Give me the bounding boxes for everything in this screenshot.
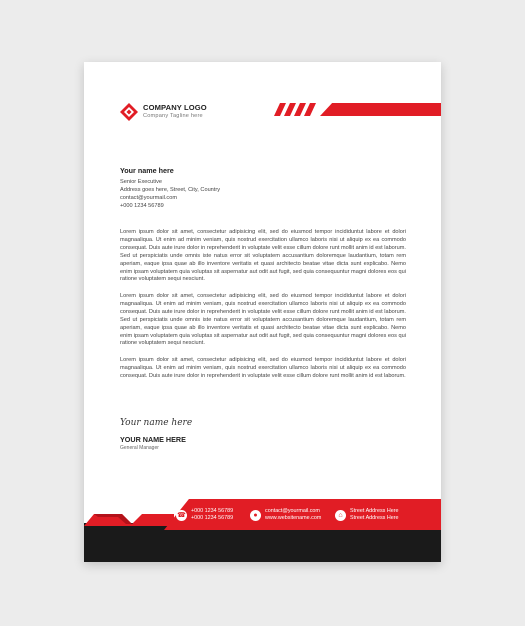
company-name: COMPANY LOGO xyxy=(143,103,207,112)
handwritten-signature: Your name here xyxy=(120,418,193,428)
sender-email: contact@yourmail.com xyxy=(120,195,177,201)
sender-position: Senior Executive xyxy=(120,179,162,185)
footer-phone-group xyxy=(176,508,233,522)
body-paragraph: Lorem ipsum dolor sit amet, consectetur adipisicing elit, sed do eiusmod tempor incididuntut labore et dolori magnaaliqua. Ut enim ad minim veniam, quis nostrud exercitation ullamco laboris nisi ut aliquip ex ea commodo consequat. Duis aute irure dolor in reprehenderit in voluptate velit esse cillum dolore runt mollit anim id est laborum. Sed ut perspiciatis unde omnis iste natus error sit voluptatem accusantium doloremque laudantium, totam rem aperiam, eaque ipsa quae ab illo inventore veritatis et quasi architecto beatae vitae dicta sunt explicabo. Nemo enim ipsam voluptatem quia voluptas sit aspernatur aut odit aut fugit, sed quia consequuntur magni dolores eos qui ratione voluptatem sequi nesciunt. xyxy=(120,293,406,347)
footer-phone-line: +000 1234 56789 xyxy=(191,508,234,514)
footer-red-wave-decoration xyxy=(84,512,174,526)
footer-phone-line: +000 1234 56789 xyxy=(191,515,234,521)
sender-block xyxy=(120,166,220,210)
footer-address-line: Street Address Here xyxy=(350,508,399,514)
sender-phone: +000 1234 56789 xyxy=(120,203,164,209)
home-icon: ⌂ xyxy=(335,510,346,521)
footer-web-group xyxy=(250,508,321,522)
body-paragraph: Lorem ipsum dolor sit amet, consectetur adipisicing elit, sed do eiusmod tempor incididuntut labore et dolori magnaaliqua. Ut enim ad minim veniam, quis nostrud exercitation ullamco laboris nisi ut aliquip ex ea commodo consequat. Duis aute irure dolor in reprehenderit in voluptate velit esse cillum dolore runt mollit anim id est laborum. Sed ut perspiciatis unde omnis iste natus error sit voluptatem accusantium doloremque laudantium, totam rem aperiam, eaque ipsa quae ab illo inventore veritatis et quasi architecto beatae vitae dicta sunt explicabo. Nemo enim ipsam voluptatem quia voluptas sit aspernatur aut odit aut fugit, sed quia consequuntur magni dolores eos qui ratione voluptatem sequi nesciunt. xyxy=(120,229,406,283)
globe-icon: ● xyxy=(250,510,261,521)
diamond-logo-icon xyxy=(120,103,138,121)
phone-icon: ☎ xyxy=(176,510,187,521)
signatory-name: YOUR NAME HERE xyxy=(120,435,186,444)
sender-name: Your name here xyxy=(120,166,174,175)
letterhead-page xyxy=(84,62,441,562)
sender-address: Address goes here, Street, City, Country xyxy=(120,187,221,193)
footer-email: contact@yourmail.com xyxy=(265,508,320,514)
footer-website: www.websitename.com xyxy=(265,515,322,521)
body-paragraph: Lorem ipsum dolor sit amet, consectetur adipisicing elit, sed do eiusmod tempor incididuntut labore et dolori magnaaliqua. Ut enim ad minim veniam, quis nostrud exercitation ullamco laboris nisi ut aliquip ex ea commodo consequat. Duis aute irure dolor in reprehenderit in voluptate velit esse cillum dolore runt mollit anim id est laborum. xyxy=(120,357,406,379)
footer-address-line: Street Address Here xyxy=(350,515,399,521)
header-red-bar xyxy=(320,103,441,116)
company-tagline: Company Tagline here xyxy=(143,113,203,119)
signatory-title: General Manager xyxy=(120,445,159,451)
footer-address-group xyxy=(335,508,399,522)
